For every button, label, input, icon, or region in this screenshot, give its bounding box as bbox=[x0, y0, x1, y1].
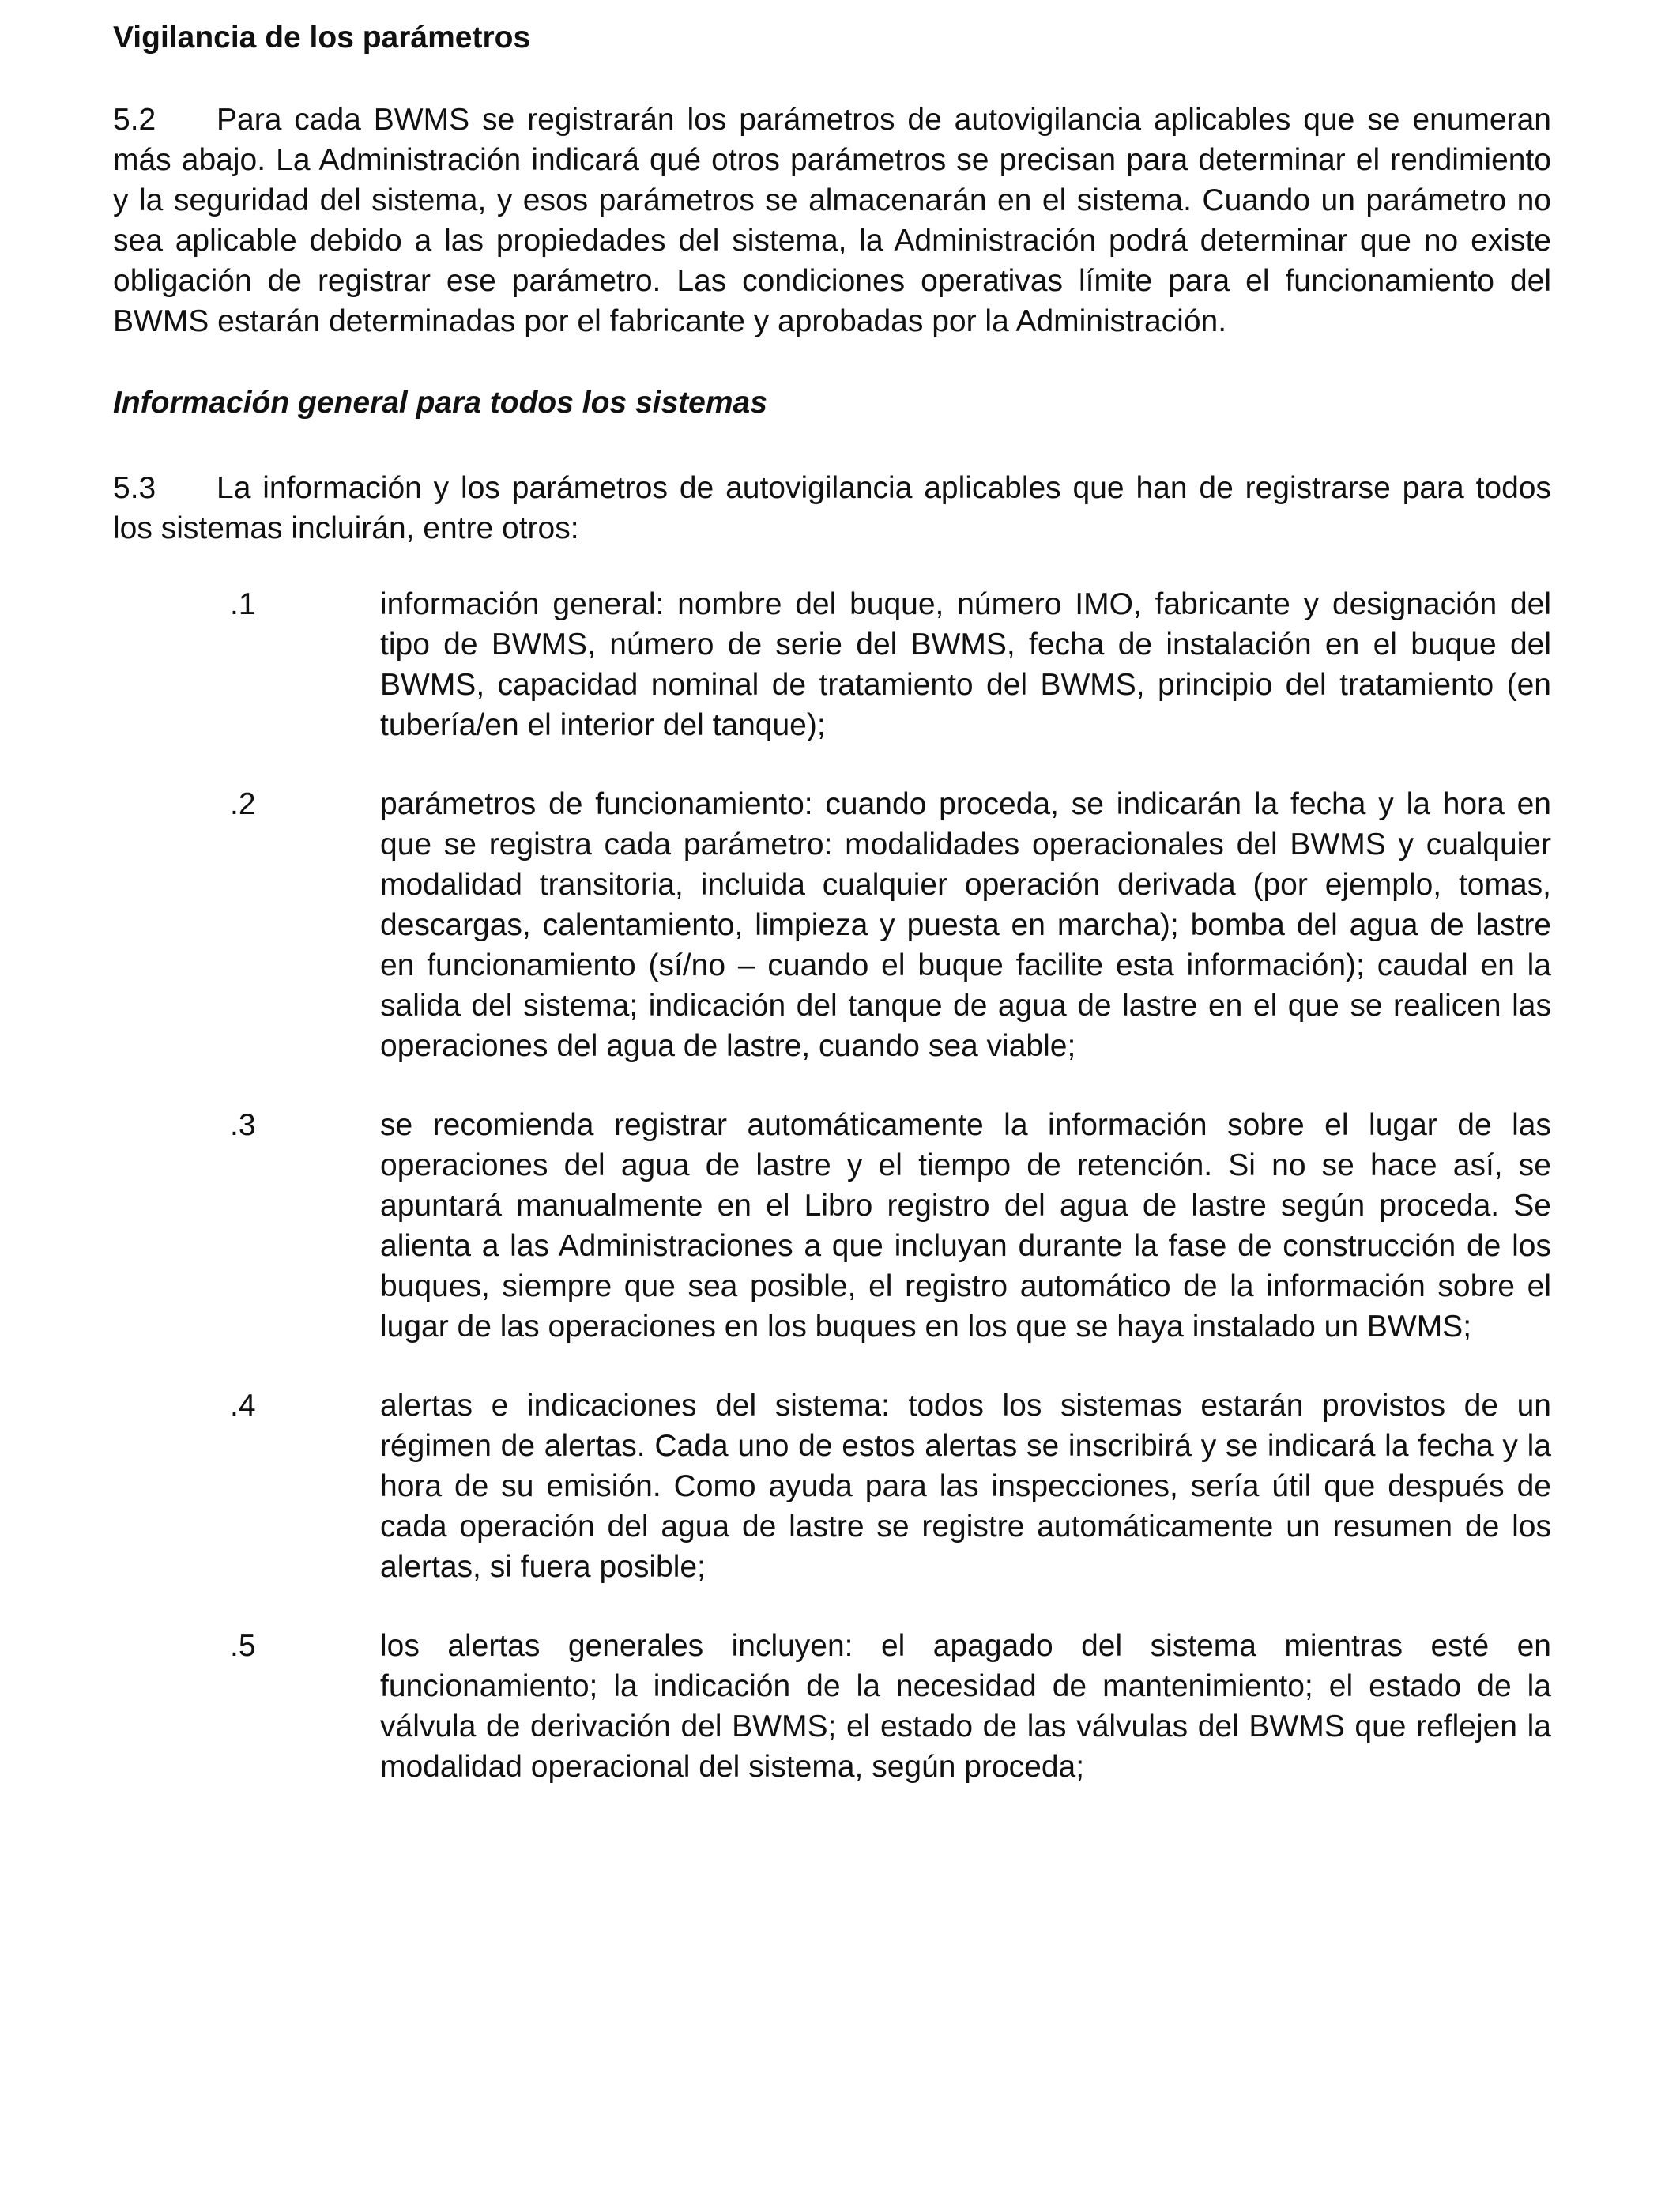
list-item-text: alertas e indicaciones del sistema: todos los sistemas estarán provistos de un régimen de alertas. Cada uno de estos alertas se inscribirá y se indicará la fecha y la hora de su emisión. Como ayuda para las inspecciones, sería útil que después de cada operación del agua de lastre se registre automáticamente un resumen de los alertas, si fuera posible; bbox=[380, 1389, 1551, 1584]
list-item-number: .4 bbox=[230, 1389, 256, 1423]
section-heading-vigilancia: Vigilancia de los parámetros bbox=[113, 21, 531, 55]
paragraph-text: Para cada BWMS se registrarán los parámetros de autovigilancia aplicables que se enumeran más abajo. La Administración indicará qué otros parámetros se precisan para determinar el rendimiento y la seguridad del sistema, y esos parámetros se almacenarán en el sistema. Cuando un parámetro no sea aplicable debido a las propiedades del sistema, la Administración podrá determinar que no existe obligación de registrar ese parámetro. Las condiciones operativas límite para el funcionamiento del BWMS estarán determinadas por el fabricante y aprobadas por la Administración. bbox=[113, 103, 1551, 338]
paragraph-text: La información y los parámetros de autovigilancia aplicables que han de registrarse para todos los sistemas incluirán, entre otros: bbox=[113, 471, 1551, 545]
section-heading-informacion-general: Información general para todos los sistemas bbox=[113, 386, 767, 420]
list-item-number: .3 bbox=[230, 1108, 256, 1142]
list-item bbox=[113, 784, 1551, 1066]
list-item-text: información general: nombre del buque, número IMO, fabricante y designación del tipo de BWMS, número de serie del BWMS, fecha de instalación en el buque del BWMS, capacidad nominal de tratamiento del BWMS, principio del tratamiento (en tubería/en el interior del tanque); bbox=[380, 587, 1551, 742]
paragraph-5-3 bbox=[113, 468, 1551, 548]
list-item bbox=[113, 1626, 1551, 1787]
paragraph-5-2 bbox=[113, 100, 1551, 341]
list-item-number: .5 bbox=[230, 1629, 256, 1663]
list-item-text: parámetros de funcionamiento: cuando proceda, se indicarán la fecha y la hora en que se registra cada parámetro: modalidades operacionales del BWMS y cualquier modalidad transitoria, incluida cualquier operación derivada (por ejemplo, tomas, descargas, calentamiento, limpieza y puesta en marcha); bomba del agua de lastre en funcionamiento (sí/no – cuando el buque facilite esta información); caudal en la salida del sistema; indicación del tanque de agua de lastre en el que se realicen las operaciones del agua de lastre, cuando sea viable; bbox=[380, 787, 1551, 1063]
list-item-number: .2 bbox=[230, 787, 256, 821]
document-page bbox=[113, 11, 1551, 1826]
list-item bbox=[113, 1105, 1551, 1347]
paragraph-number: 5.2 bbox=[113, 103, 156, 137]
paragraph-number: 5.3 bbox=[113, 471, 156, 505]
list-item-text: se recomienda registrar automáticamente la información sobre el lugar de las operaciones del agua de lastre y el tiempo de retención. Si no se hace así, se apuntará manualmente en el Libro registro del agua de lastre según proceda. Se alienta a las Administraciones a que incluyan durante la fase de construcción de los buques, siempre que sea posible, el registro automático de la información sobre el lugar de las operaciones en los buques en los que se haya instalado un BWMS; bbox=[380, 1108, 1551, 1344]
list-item-text: los alertas generales incluyen: el apagado del sistema mientras esté en funcionamiento; la indicación de la necesidad de mantenimiento; el estado de la válvula de derivación del BWMS; el estado de las válvulas del BWMS que reflejen la modalidad operacional del sistema, según proceda; bbox=[380, 1629, 1551, 1784]
list-item bbox=[113, 1385, 1551, 1587]
list-item bbox=[113, 584, 1551, 745]
list-item-number: .1 bbox=[230, 587, 256, 621]
